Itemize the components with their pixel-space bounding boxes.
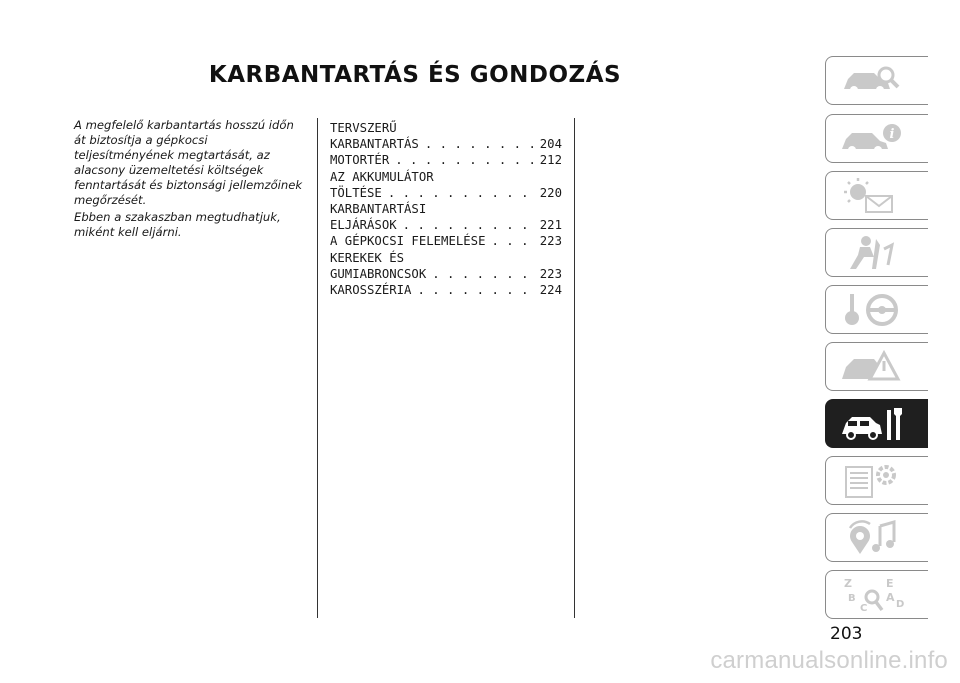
svg-text:C: C: [860, 603, 868, 613]
toc-entry-page: 212: [539, 153, 562, 168]
tab-car-info[interactable]: [825, 114, 928, 163]
toc-entry-page: 204: [539, 137, 562, 152]
specifications-gear-icon: [840, 463, 904, 499]
toc-entry-page: 224: [539, 283, 562, 298]
svg-text:Z: Z: [844, 577, 852, 590]
warning-light-message-icon: [840, 178, 904, 214]
car-emergency-icon: [840, 349, 904, 385]
column-divider-left: [317, 118, 318, 618]
toc-entry-label: TÖLTÉSE: [330, 185, 382, 200]
page-title: KARBANTARTÁS ÉS GONDOZÁS: [208, 62, 622, 88]
intro-text: [74, 118, 306, 242]
key-steering-wheel-icon: [840, 292, 904, 328]
svg-text:i: i: [889, 127, 895, 142]
alphabetical-index-icon: [840, 577, 904, 613]
tab-car-search[interactable]: [825, 56, 928, 105]
svg-text:B: B: [848, 593, 856, 604]
toc-entry-akkumulator-toltese[interactable]: [330, 169, 562, 201]
tab-multimedia[interactable]: [825, 513, 928, 562]
car-info-icon: [840, 121, 904, 157]
toc-entry-label: A GÉPKOCSI FELEMELÉSE: [330, 234, 486, 249]
intro-paragraph-2: Ebben a szakaszban megtudhatjuk, miként kell eljárni.: [74, 210, 281, 239]
toc-entry-motorter[interactable]: [330, 152, 562, 168]
tab-index[interactable]: [825, 570, 928, 619]
page-number: 203: [830, 624, 863, 644]
toc-entry-gepkocsi-felemelese[interactable]: [330, 233, 562, 249]
table-of-contents: [330, 120, 562, 298]
airbag-seat-safety-icon: [840, 235, 904, 271]
multimedia-icon: [840, 520, 904, 556]
car-maintenance-tools-icon: [840, 406, 904, 442]
tab-maintenance[interactable]: [825, 399, 928, 448]
column-divider-right: [574, 118, 575, 618]
tab-emergency[interactable]: [825, 342, 928, 391]
toc-entry-line: KARBANTARTÁSI: [330, 202, 427, 217]
watermark-text: carmanualsonline.info: [710, 647, 948, 674]
toc-entry-line: TERVSZERŰ: [330, 121, 397, 135]
toc-entry-label: KAROSSZÉRIA: [330, 283, 412, 298]
toc-entry-page: 223: [539, 266, 562, 281]
car-search-icon: [840, 63, 904, 99]
toc-entry-label: KARBANTARTÁS: [330, 137, 419, 152]
svg-text:A: A: [886, 591, 895, 604]
tab-specifications[interactable]: [825, 456, 928, 505]
toc-entry-kerekek-gumiabroncsok[interactable]: [330, 250, 562, 282]
toc-entry-line: KEREKEK ÉS: [330, 250, 405, 265]
svg-text:D: D: [896, 599, 904, 610]
toc-entry-label: ELJÁRÁSOK: [330, 218, 397, 233]
svg-text:E: E: [886, 577, 894, 590]
toc-entry-label: MOTORTÉR: [330, 153, 390, 168]
toc-entry-tervszeru-karbantartas[interactable]: [330, 120, 562, 152]
toc-entry-page: 220: [539, 185, 562, 200]
tab-starting-driving[interactable]: [825, 285, 928, 334]
toc-entry-page: 221: [539, 218, 562, 233]
intro-paragraph-1: A megfelelő karbantartás hosszú időn át biztosítja a gépkocsi teljesítményének megtartását, az alacsony üzemeltetési költségek fenntartását és biztonsági jellemzőinek megőrzését.: [74, 118, 303, 207]
toc-entry-label: GUMIABRONCSOK: [330, 266, 427, 281]
tab-warning-lights[interactable]: [825, 171, 928, 220]
toc-entry-line: AZ AKKUMULÁTOR: [330, 169, 434, 184]
toc-entry-page: 223: [539, 234, 562, 249]
toc-entry-karbantartasi-eljarasok[interactable]: [330, 201, 562, 233]
toc-entry-karosszeria[interactable]: [330, 282, 562, 298]
tab-safety[interactable]: [825, 228, 928, 277]
